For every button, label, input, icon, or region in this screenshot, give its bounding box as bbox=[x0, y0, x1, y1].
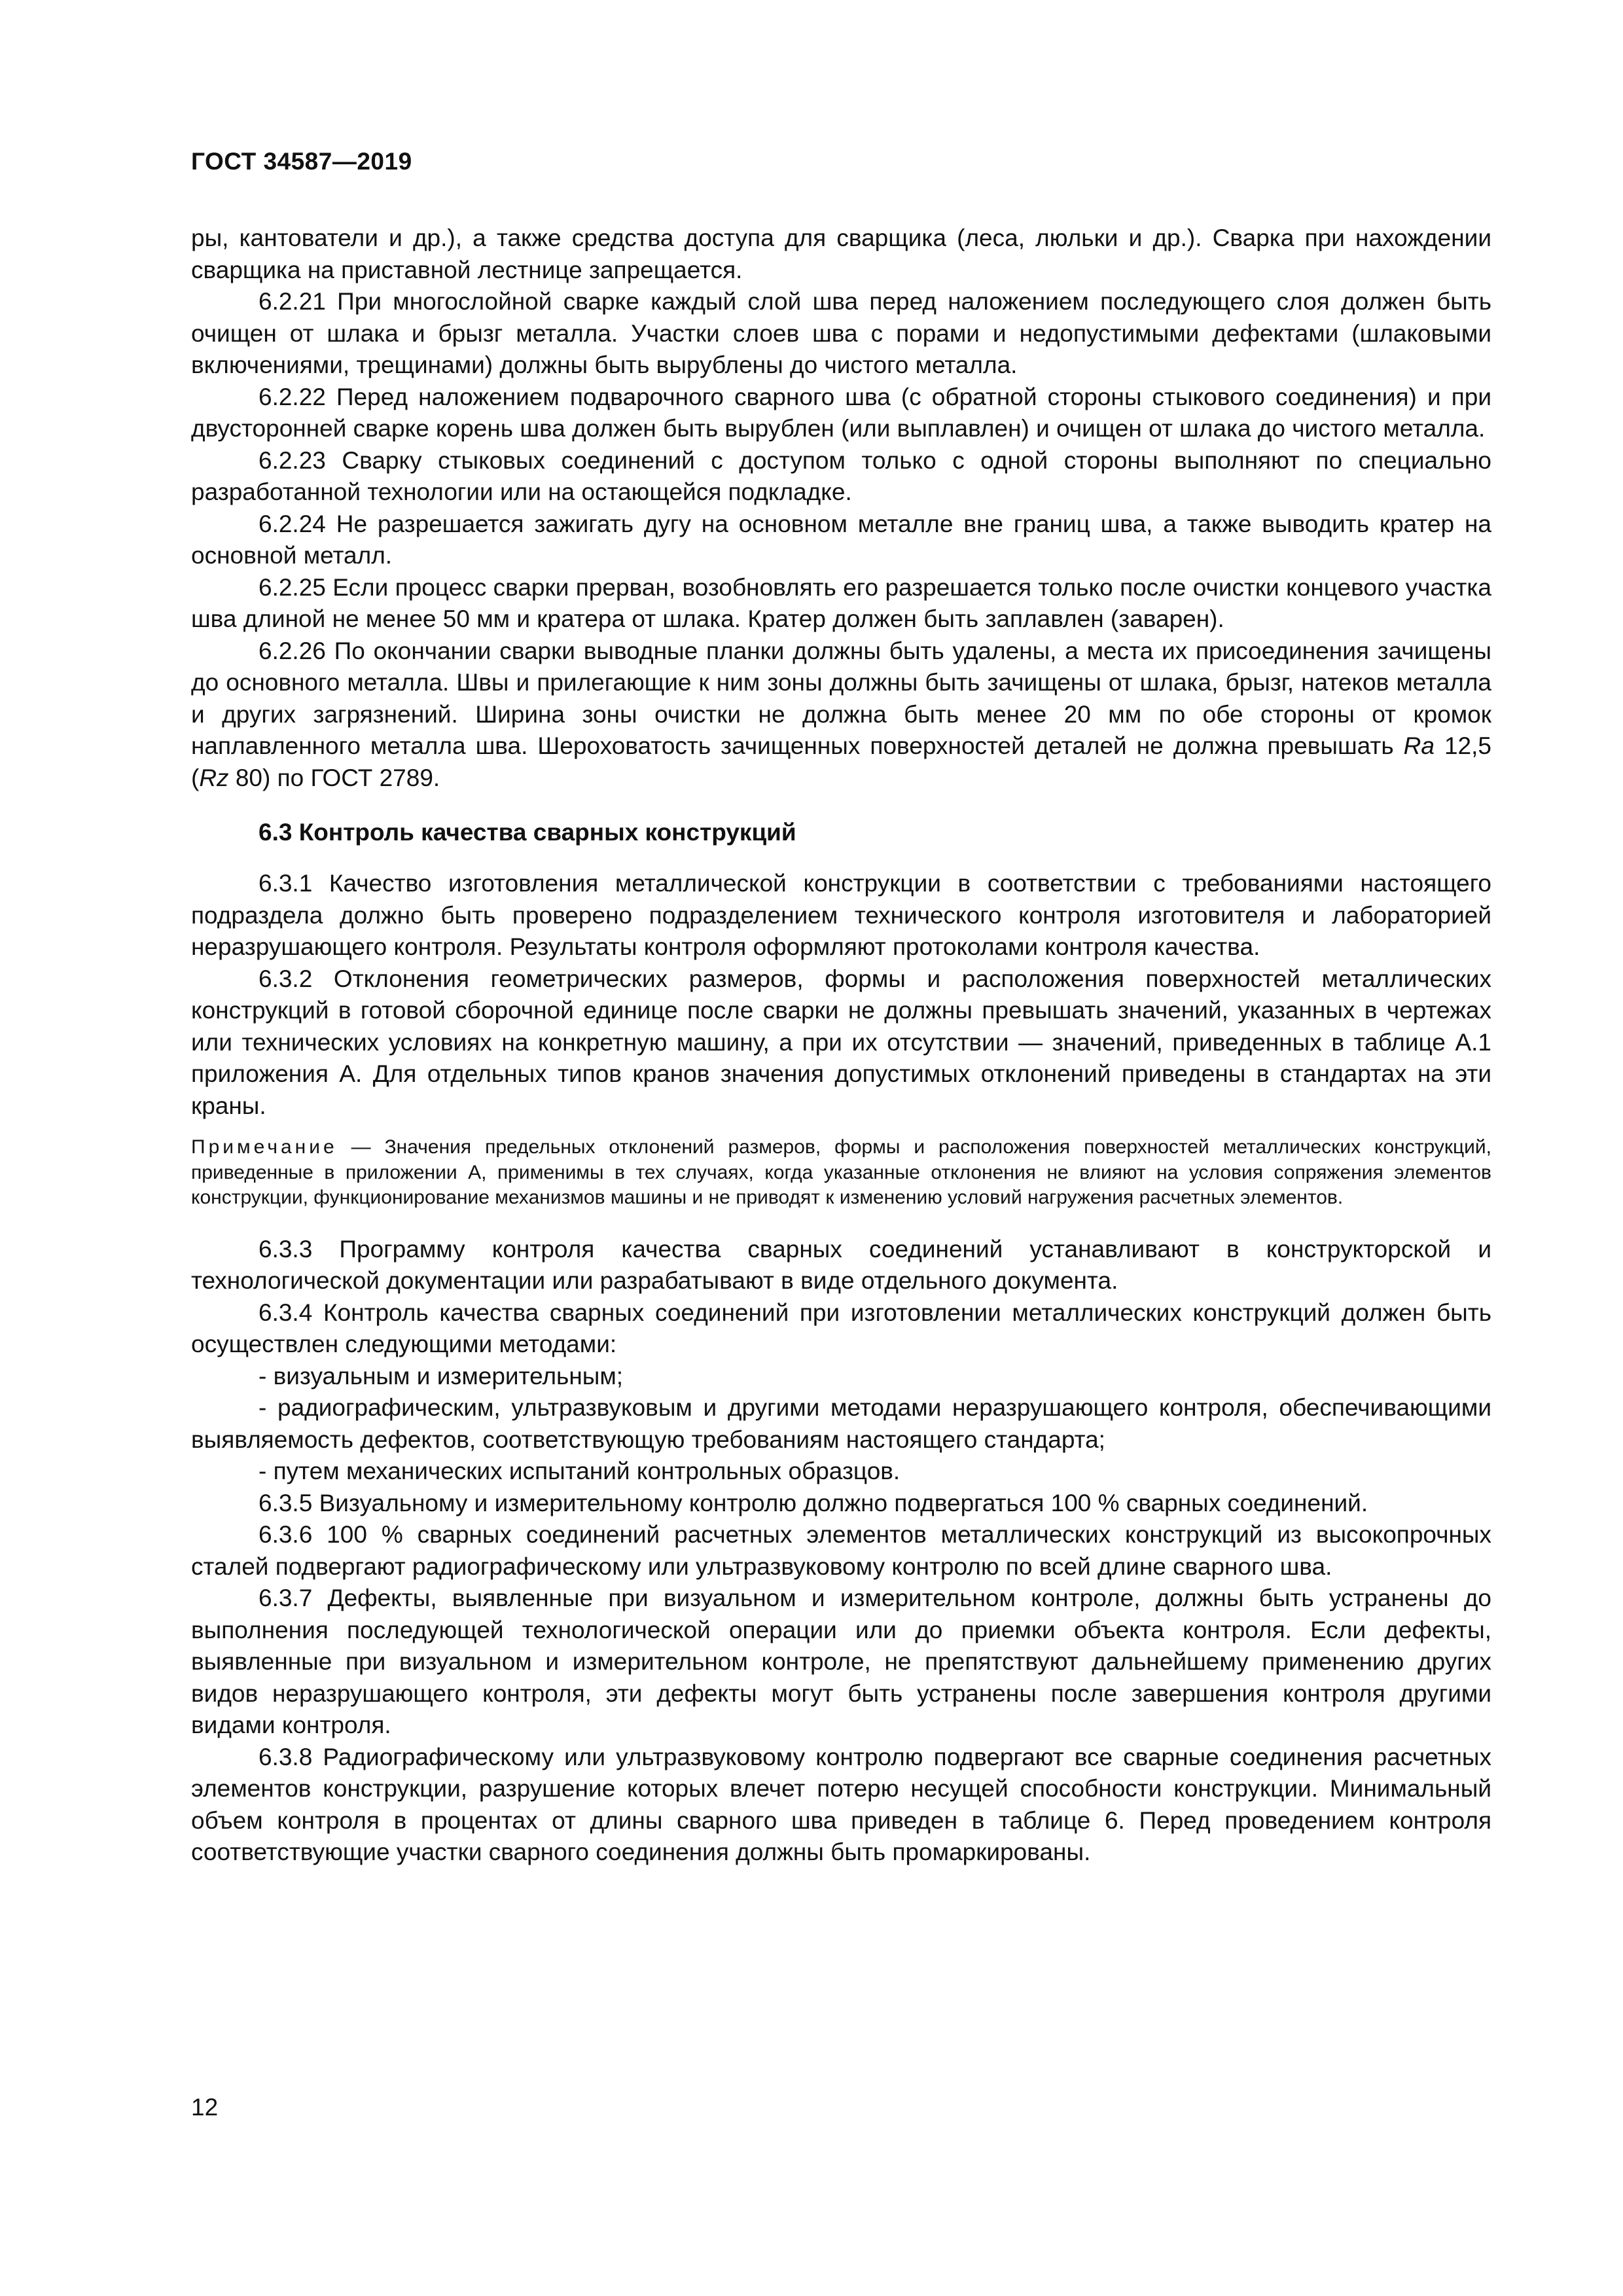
paragraph-6-2-26-text-c: 80) по ГОСТ 2789. bbox=[228, 764, 440, 791]
note-text: — Значения предельных отклонений размеров, формы и расположения поверхностей металлических конструкций, приведенные в приложении А, применимы в тех случаях, когда указанные отклонения не влияют на условия сопряжения элементов конструкции, функционирование механизмов машины и не приводят к изменению условий нагружения расчетных элементов. bbox=[191, 1136, 1491, 1208]
list-item-mechanical: - путем механических испытаний контрольных образцов. bbox=[259, 1458, 901, 1484]
document-header-title: ГОСТ 34587—2019 bbox=[191, 148, 412, 175]
list-item-radiographic: - радиографическим, ультразвуковым и другими методами неразрушающего контроля, обеспечивающими выявляемость дефектов, соответствующую требованиям настоящего стандарта; bbox=[191, 1394, 1491, 1453]
paragraph-6-2-26-text-b: 12,5 ( bbox=[191, 732, 1491, 791]
paragraph-6-3-2: 6.3.2 Отклонения геометрических размеров, формы и расположения поверхностей металлических конструкций в готовой сборочной единице после сварки не должны превышать значений, указанных в чертежах или технических условиях на конкретную машину, а при их отсутствии — значений, приведенных в таблице А.1 приложения А. Для отдельных типов кранов значения допустимых отклонений приведены в стандартах на эти краны. bbox=[191, 965, 1491, 1119]
note-label: Примечание bbox=[191, 1136, 338, 1158]
paragraph-6-2-23: 6.2.23 Сварку стыковых соединений с доступом только с одной стороны выполняют по специально разработанной технологии или на остающейся подкладке. bbox=[191, 446, 1491, 505]
ra-symbol: Ra bbox=[1403, 732, 1435, 759]
paragraph-6-3-3: 6.3.3 Программу контроля качества сварных соединений устанавливают в конструкторской и технологической документации или разрабатывают в виде отдельного документа. bbox=[191, 1235, 1491, 1294]
paragraph-6-2-26-text-a: 6.2.26 По окончании сварки выводные планки должны быть удалены, а места их присоединения зачищены до основного металла. Швы и прилегающие к ним зоны должны быть зачищены от шлака, брызг, натеков металла и других загрязнений. Ширина зоны очистки не должна быть менее 20 мм по обе стороны от кромок наплавленного металла шва. Шероховатость зачищенных поверхностей деталей не должна превышать bbox=[191, 637, 1491, 759]
paragraph-6-2-24: 6.2.24 Не разрешается зажигать дугу на основном металле вне границ шва, а также выводить кратер на основной металл. bbox=[191, 510, 1491, 569]
note-block bbox=[191, 1135, 1491, 1211]
list-item-visual: - визуальным и измерительным; bbox=[259, 1362, 624, 1390]
paragraph-6-3-5: 6.3.5 Визуальному и измерительному контролю должно подвергаться 100 % сварных соединений. bbox=[259, 1489, 1368, 1516]
section-heading-6-3: 6.3 Контроль качества сварных конструкций bbox=[259, 819, 796, 846]
paragraph-6-3-8: 6.3.8 Радиографическому или ультразвуковому контролю подвергают все сварные соединения расчетных элементов конструкции, разрушение которых влечет потерю несущей способности конструкции. Минимальный объем контроля в процентах от длины сварного шва приведен в таблице 6. Перед проведением контроля соответствующие участки сварного соединения должны быть промаркированы. bbox=[191, 1743, 1491, 1865]
document-body bbox=[191, 223, 1491, 1869]
paragraph-6-2-26 bbox=[191, 636, 1491, 795]
paragraph-continuation: ры, кантователи и др.), а также средства доступа для сварщика (леса, люльки и др.). Сварка при нахождении сварщика на приставной лестнице запрещается. bbox=[191, 224, 1491, 283]
paragraph-6-3-1: 6.3.1 Качество изготовления металлической конструкции в соответствии с требованиями настоящего подраздела должно быть проверено подразделением технического контроля изготовителя и лабораторией неразрушающего контроля. Результаты контроля оформляют протоколами контроля качества. bbox=[191, 870, 1491, 960]
paragraph-6-3-7: 6.3.7 Дефекты, выявленные при визуальном и измерительном контроле, должны быть устранены до выполнения последующей технологической операции или до приемки объекта контроля. Если дефекты, выявленные при визуальном и измерительном контроле, не препятствуют дальнейшему применению других видов неразрушающего контроля, эти дефекты могут быть устранены после завершения контроля другими видами контроля. bbox=[191, 1585, 1491, 1738]
rz-symbol: Rz bbox=[199, 764, 229, 791]
paragraph-6-2-22: 6.2.22 Перед наложением подварочного сварного шва (с обратной стороны стыкового соединения) и при двусторонней сварке корень шва должен быть вырублен (или выплавлен) и очищен от шлака до чистого металла. bbox=[191, 383, 1491, 442]
paragraph-6-3-4: 6.3.4 Контроль качества сварных соединений при изготовлении металлических конструкций должен быть осуществлен следующими методами: bbox=[191, 1299, 1491, 1357]
paragraph-6-2-21: 6.2.21 При многослойной сварке каждый слой шва перед наложением последующего слоя должен быть очищен от шлака и брызг металла. Участки слоев шва с порами и недопустимыми дефектами (шлаковыми включениями, трещинами) должны быть вырублены до чистого металла. bbox=[191, 288, 1491, 378]
paragraph-6-2-25: 6.2.25 Если процесс сварки прерван, возобновлять его разрешается только после очистки концевого участка шва длиной не менее 50 мм и кратера от шлака. Кратер должен быть заплавлен (заварен). bbox=[191, 573, 1491, 632]
page-number: 12 bbox=[191, 2094, 219, 2121]
paragraph-6-3-6: 6.3.6 100 % сварных соединений расчетных элементов металлических конструкций из высокопрочных сталей подвергают радиографическому или ультразвуковому контролю по всей длине сварного шва. bbox=[191, 1521, 1491, 1580]
